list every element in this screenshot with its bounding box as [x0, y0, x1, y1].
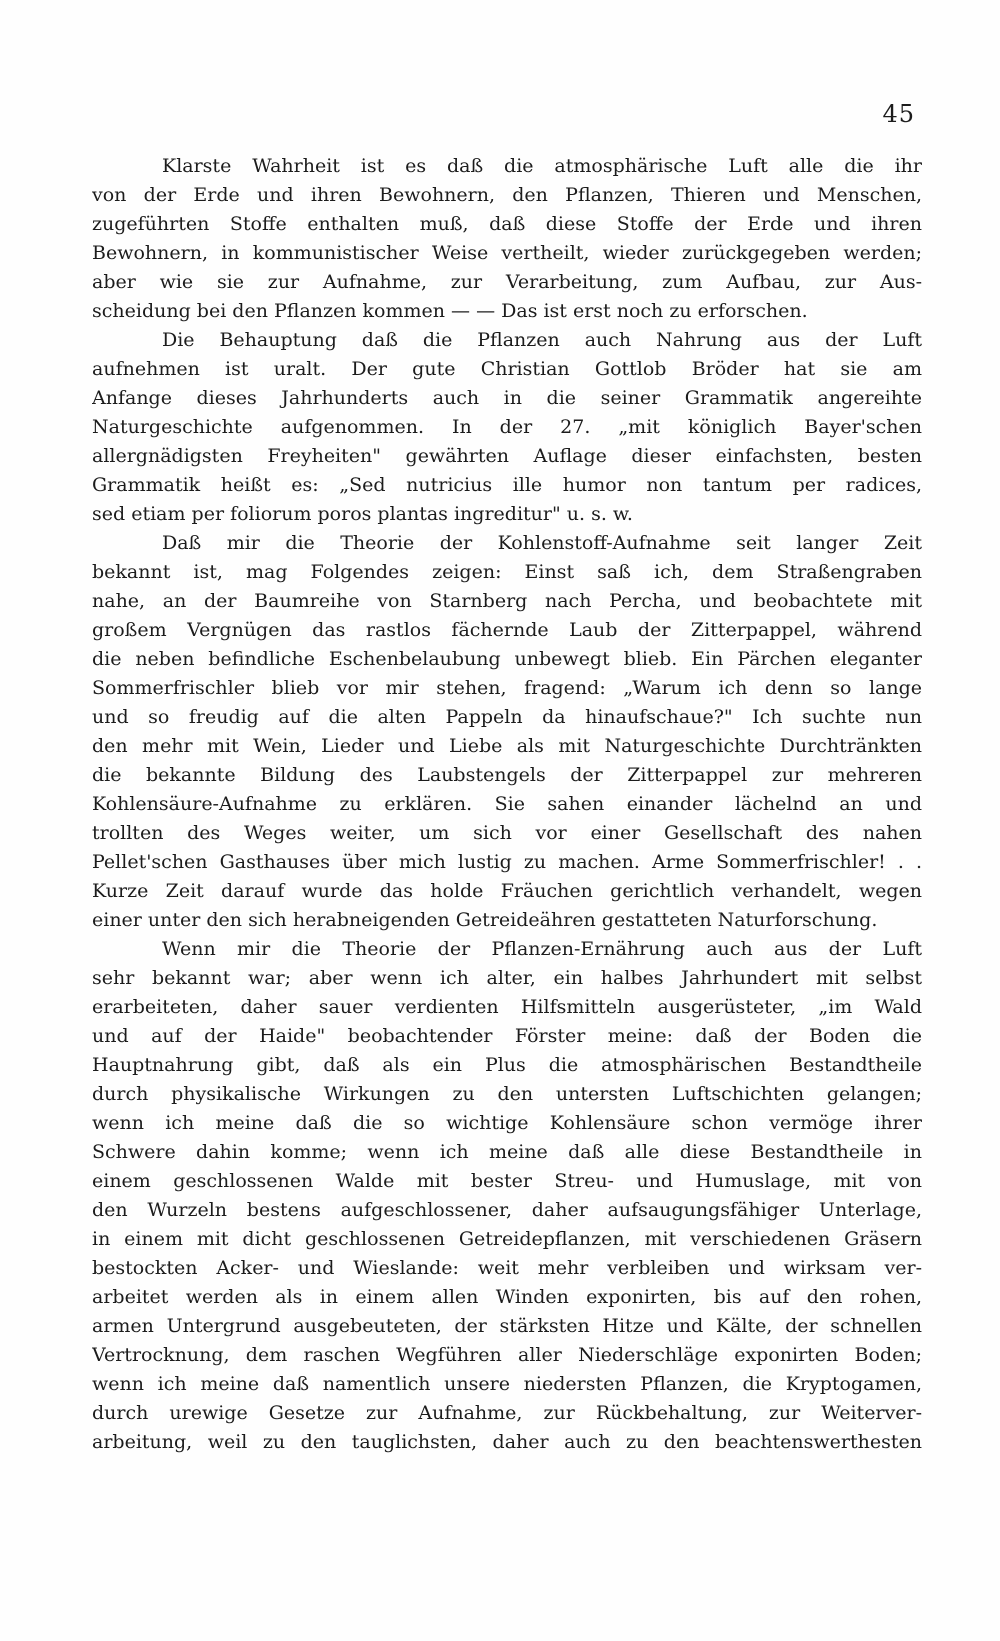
text-line: Kurze Zeit darauf wurde das holde Fräuchen gerichtlich verhandelt, wegen [92, 880, 922, 902]
text-line: einer unter den sich herabneigenden Getreideähren gestatteten Naturforschung. [92, 909, 878, 931]
text-line: Kohlensäure-Aufnahme zu erklären. Sie sahen einander lächelnd an und [92, 793, 922, 815]
text-line: scheidung bei den Pflanzen kommen — — Das ist erst noch zu erforschen. [92, 300, 808, 322]
text-line: allergnädigsten Freyheiten" gewährten Auflage dieser einfachsten, besten [92, 445, 922, 467]
text-line: den mehr mit Wein, Lieder und Liebe als mit Naturgeschichte Durchtränkten [92, 735, 922, 757]
text-line: armen Untergrund ausgebeuteten, der stärksten Hitze und Kälte, der schnellen [92, 1315, 922, 1337]
text-line: Anfange dieses Jahrhunderts auch in die seiner Grammatik angereihte [92, 387, 922, 409]
text-line: den Wurzeln bestens aufgeschlossener, daher aufsaugungsfähiger Unterlage, [92, 1199, 922, 1221]
text-line: Sommerfrischler blieb vor mir stehen, fragend: „Warum ich denn so lange [92, 677, 922, 699]
text-line: und auf der Haide" beobachtender Förster meine: daß der Boden die [92, 1025, 922, 1047]
text-line: großem Vergnügen das rastlos fächernde Laub der Zitterpappel, während [92, 619, 922, 641]
text-line: wenn ich meine daß namentlich unsere niedersten Pflanzen, die Kryptogamen, [92, 1373, 922, 1395]
text-line: arbeitung, weil zu den tauglichsten, daher auch zu den beachtenswerthesten [92, 1431, 922, 1453]
text-line: durch physikalische Wirkungen zu den untersten Luftschichten gelangen; [92, 1083, 922, 1105]
text-line: Wenn mir die Theorie der Pflanzen-Ernährung auch aus der Luft [162, 938, 922, 960]
text-line: Daß mir die Theorie der Kohlenstoff-Aufnahme seit langer Zeit [162, 532, 922, 554]
text-line: bestockten Acker- und Wieslande: weit mehr verbleiben und wirksam ver- [92, 1257, 922, 1279]
text-line: die neben befindliche Eschenbelaubung unbewegt blieb. Ein Pärchen eleganter [92, 648, 922, 670]
text-line: die bekannte Bildung des Laubstengels der Zitterpappel zur mehreren [92, 764, 922, 786]
text-line: Vertrocknung, dem raschen Wegführen aller Niederschläge exponirten Boden; [92, 1344, 922, 1366]
text-line: Naturgeschichte aufgenommen. In der 27. „mit königlich Bayer'schen [92, 416, 922, 438]
text-line: aufnehmen ist uralt. Der gute Christian Gottlob Bröder hat sie am [92, 358, 922, 380]
page-number: 45 [882, 100, 915, 128]
text-line: in einem mit dicht geschlossenen Getreidepflanzen, mit verschiedenen Gräsern [92, 1228, 922, 1250]
text-line: Schwere dahin komme; wenn ich meine daß alle diese Bestandtheile in [92, 1141, 922, 1163]
text-line: Hauptnahrung gibt, daß als ein Plus die atmosphärischen Bestandtheile [92, 1054, 922, 1076]
text-line: arbeitet werden als in einem allen Winden exponirten, bis auf den rohen, [92, 1286, 922, 1308]
text-line: wenn ich meine daß die so wichtige Kohlensäure schon vermöge ihrer [92, 1112, 922, 1134]
text-line: und so freudig auf die alten Pappeln da hinaufschaue?" Ich suchte nun [92, 706, 922, 728]
text-line: Die Behauptung daß die Pflanzen auch Nahrung aus der Luft [162, 329, 922, 351]
text-line: bekannt ist, mag Folgendes zeigen: Einst saß ich, dem Straßengraben [92, 561, 922, 583]
text-line: Grammatik heißt es: „Sed nutricius ille humor non tantum per radices, [92, 474, 922, 496]
text-line: Pellet'schen Gasthauses über mich lustig zu machen. Arme Sommerfrischler! . . [92, 851, 922, 873]
text-line: sehr bekannt war; aber wenn ich alter, ein halbes Jahrhundert mit selbst [92, 967, 922, 989]
text-line: einem geschlossenen Walde mit bester Streu- und Humuslage, mit von [92, 1170, 922, 1192]
text-line: Bewohnern, in kommunistischer Weise vertheilt, wieder zurückgegeben werden; [92, 242, 922, 264]
text-line: nahe, an der Baumreihe von Starnberg nach Percha, und beobachtete mit [92, 590, 922, 612]
text-line: durch urewige Gesetze zur Aufnahme, zur Rückbehaltung, zur Weiterver- [92, 1402, 922, 1424]
text-line: erarbeiteten, daher sauer verdienten Hilfsmitteln ausgerüsteter, „im Wald [92, 996, 922, 1018]
body-text [92, 152, 922, 1457]
text-line: sed etiam per foliorum poros plantas ingreditur" u. s. w. [92, 503, 633, 525]
text-line: Klarste Wahrheit ist es daß die atmosphärische Luft alle die ihr [162, 155, 922, 177]
text-line: von der Erde und ihren Bewohnern, den Pflanzen, Thieren und Menschen, [92, 184, 922, 206]
text-line: zugeführten Stoffe enthalten muß, daß diese Stoffe der Erde und ihren [92, 213, 922, 235]
text-line: trollten des Weges weiter, um sich vor einer Gesellschaft des nahen [92, 822, 922, 844]
text-line: aber wie sie zur Aufnahme, zur Verarbeitung, zum Aufbau, zur Aus- [92, 271, 922, 293]
